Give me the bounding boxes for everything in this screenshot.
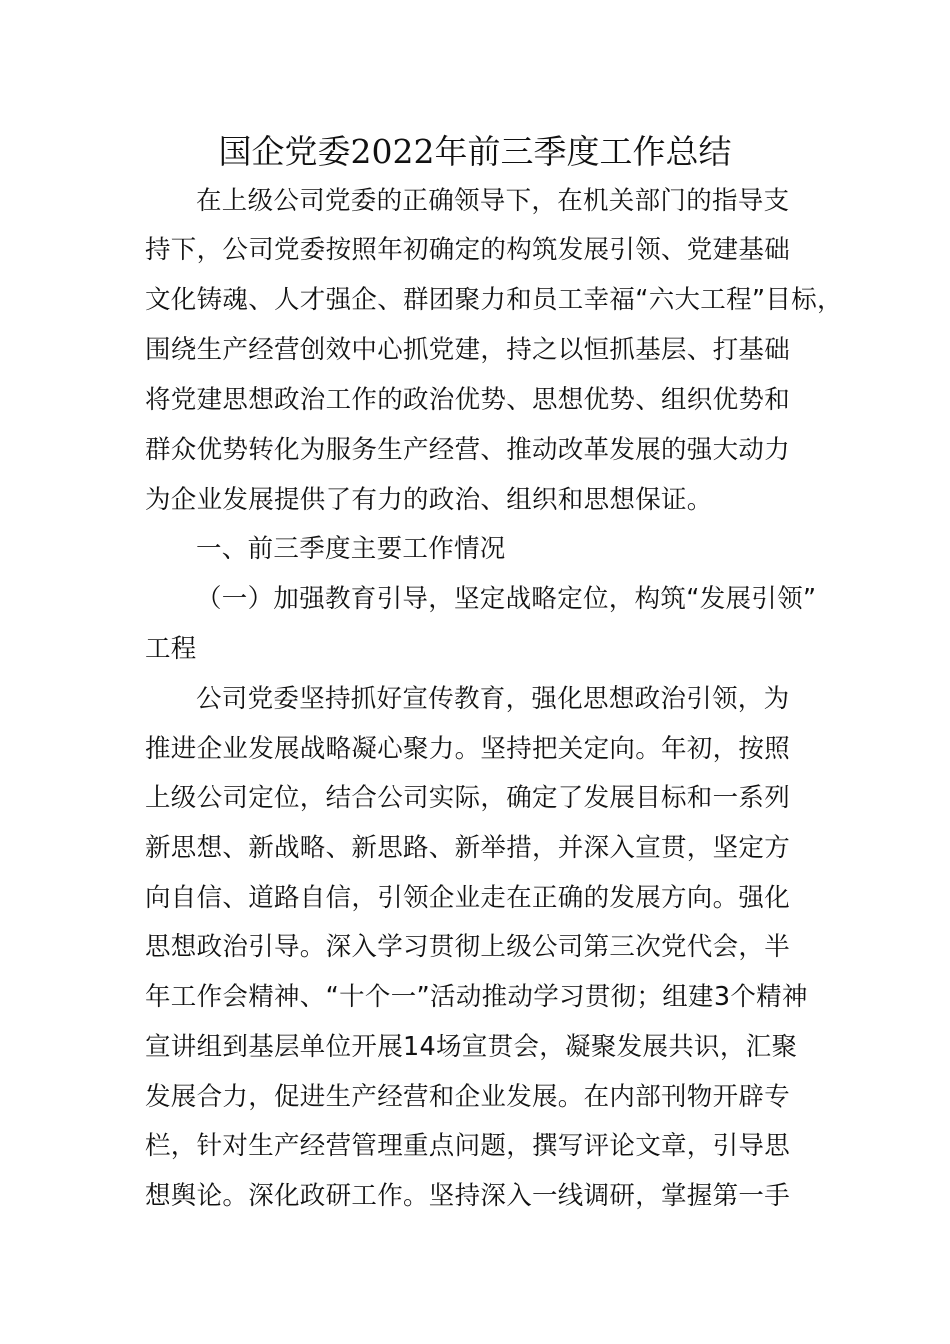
- paragraph-line: 将党建思想政治工作的政治优势、思想优势、组织优势和: [145, 385, 791, 415]
- paragraph-line: 公司党委坚持抓好宣传教育，强化思想政治引领，为: [196, 684, 790, 714]
- paragraph-line: 发展合力，促进生产经营和企业发展。在内部刊物开辟专: [145, 1082, 791, 1112]
- subsection-heading: （一）加强教育引导，坚定战略定位，构筑“发展引领”: [196, 584, 817, 614]
- paragraph-line: 推进企业发展战略凝心聚力。坚持把关定向。年初，按照: [145, 734, 791, 764]
- paragraph-line: 上级公司定位，结合公司实际，确定了发展目标和一系列: [145, 783, 791, 813]
- subsection-heading-continued: 工程: [145, 634, 197, 664]
- paragraph-line: 新思想、新战略、新思路、新举措，并深入宣贯，坚定方: [145, 833, 791, 863]
- paragraph-line: 年工作会精神、“十个一”活动推动学习贯彻；组建3个精神: [145, 982, 808, 1012]
- paragraph-line: 在上级公司党委的正确领导下，在机关部门的指导支: [196, 186, 790, 216]
- paragraph-line: 持下，公司党委按照年初确定的构筑发展引领、党建基础: [145, 235, 791, 265]
- paragraph-line: 思想政治引导。深入学习贯彻上级公司第三次党代会，半: [145, 932, 791, 962]
- section-heading: 一、前三季度主要工作情况: [196, 534, 506, 564]
- paragraph-line: 为企业发展提供了有力的政治、组织和思想保证。: [145, 485, 713, 515]
- document-title: 国企党委2022年前三季度工作总结: [218, 132, 732, 171]
- paragraph-line: 向自信、道路自信，引领企业走在正确的发展方向。强化: [145, 883, 791, 913]
- paragraph-line: 文化铸魂、人才强企、群团聚力和员工幸福“六大工程”目标，: [145, 285, 843, 315]
- paragraph-line: 栏，针对生产经营管理重点问题，撰写评论文章，引导思: [145, 1131, 791, 1161]
- paragraph-line: 群众优势转化为服务生产经营、推动改革发展的强大动力: [145, 435, 791, 465]
- paragraph-line: 想舆论。深化政研工作。坚持深入一线调研，掌握第一手: [145, 1181, 791, 1211]
- paragraph-line: 围绕生产经营创效中心抓党建，持之以恒抓基层、打基础: [145, 335, 791, 365]
- paragraph-line: 宣讲组到基层单位开展14场宣贯会，凝聚发展共识，汇聚: [145, 1032, 798, 1062]
